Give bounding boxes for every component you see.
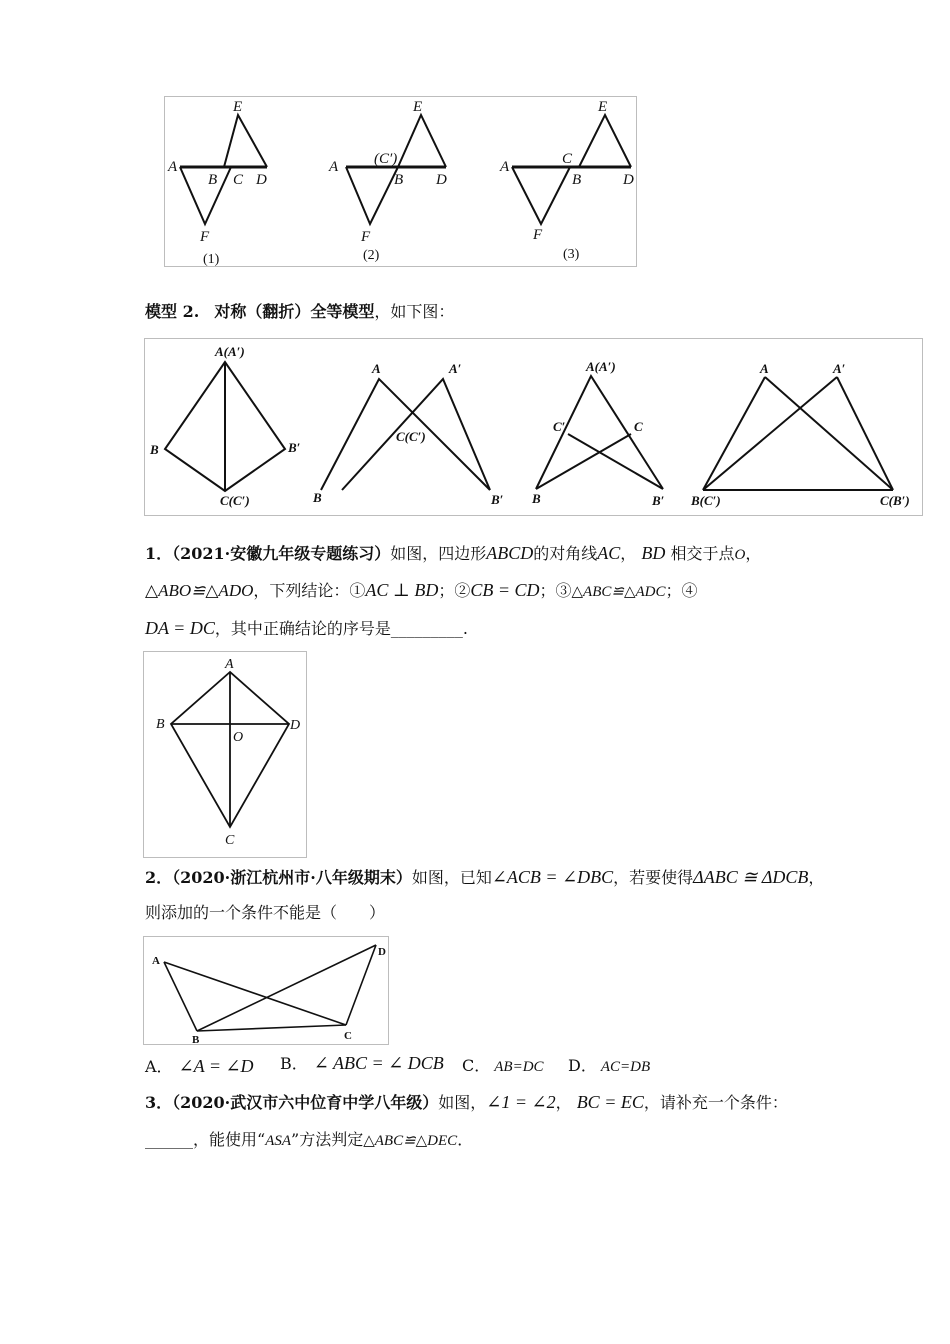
option-label: C．	[462, 1056, 491, 1075]
label-c-c-prime: C(C′)	[396, 429, 426, 444]
label-a: A	[329, 159, 339, 175]
q2-option-a[interactable]	[145, 1054, 254, 1079]
label-e: E	[598, 99, 608, 115]
q1-conclusion-2: CB = CD	[470, 580, 540, 600]
q1-line-1	[145, 541, 761, 567]
label-b: B	[313, 490, 322, 505]
label-f: F	[533, 227, 543, 243]
q1-text: ；③	[539, 581, 572, 600]
q2-number: 2．	[145, 868, 173, 887]
label-d: D	[623, 172, 634, 188]
label-c: C	[562, 151, 573, 167]
q1-text: ，	[620, 544, 637, 563]
label-c: C	[225, 833, 235, 848]
label-c: C	[634, 419, 643, 434]
q1-math-o: O	[734, 547, 746, 563]
option-text: ∠ ABC = ∠ DCB	[313, 1053, 444, 1073]
label-e: E	[233, 99, 243, 115]
q1-text: ，下列结论：①	[253, 581, 366, 600]
label-a-prime: A′	[833, 361, 846, 376]
q1-number: 1．	[145, 544, 173, 563]
q2-option-b[interactable]	[280, 1051, 444, 1076]
q1-conclusion-4: DA = DC	[145, 618, 215, 638]
label-b-prime: B′	[288, 440, 301, 455]
label-c-c-prime: C(C′)	[220, 493, 250, 508]
q3-goal: △ABC≌△DEC	[363, 1133, 458, 1149]
label-a: A	[372, 361, 381, 376]
label-c: C	[233, 172, 244, 188]
q3-text: 如图，	[438, 1093, 487, 1112]
q1-text: 的对角线	[533, 544, 598, 563]
q2-text: ，	[808, 868, 825, 887]
label-a: A	[168, 159, 178, 175]
label-b: B	[192, 1034, 200, 1044]
q3-condition-2: BC = EC	[576, 1092, 644, 1112]
q2-figure	[143, 936, 389, 1045]
q1-text: ；④	[665, 581, 698, 600]
q2-condition: ∠ACB = ∠DBC	[491, 867, 614, 887]
label-d: D	[436, 172, 447, 188]
translation-model-figure	[164, 96, 637, 267]
q1-math-abcd: ABCD	[486, 543, 534, 563]
label-d: D	[378, 946, 386, 958]
label-a: A	[152, 955, 160, 967]
label-a-prime: A′	[449, 361, 462, 376]
q1-text: 如图，四边形	[390, 544, 487, 563]
label-c-b-prime: C(B′)	[880, 493, 910, 508]
caption-2: (2)	[363, 248, 380, 263]
option-label: A．	[145, 1057, 173, 1076]
label-e: E	[413, 99, 423, 115]
label-b: B	[208, 172, 218, 188]
q2-line-1	[145, 865, 824, 890]
label-b: B	[156, 717, 165, 732]
label-b: B	[572, 172, 582, 188]
symmetry-model-figure	[144, 338, 923, 516]
label-b: B	[532, 491, 541, 506]
q1-answer-blank[interactable]: _________	[390, 619, 463, 638]
label-b: B	[394, 172, 404, 188]
model2-heading	[145, 300, 454, 324]
label-d: D	[290, 718, 301, 733]
label-b: B	[150, 442, 159, 457]
q1-line-2	[145, 578, 698, 604]
model2-title: 模型 2.	[145, 302, 200, 321]
label-c: C	[344, 1030, 352, 1042]
q3-source: （2020·武汉市六中位育中学八年级）	[172, 1093, 439, 1112]
label-b-c-prime: B(C′)	[691, 493, 721, 508]
q1-condition: △ABO≌△ADO	[145, 581, 254, 600]
label-o: O	[233, 730, 244, 745]
q2-source: （2020·浙江杭州市·八年级期末）	[172, 868, 412, 887]
caption-1: (1)	[203, 252, 220, 266]
label-a: A	[500, 159, 510, 175]
option-text: ∠A = ∠D	[178, 1056, 254, 1076]
q1-text: ，其中正确结论的序号是	[214, 619, 391, 638]
q3-asa: ASA	[265, 1133, 292, 1149]
label-a: A	[225, 657, 234, 672]
label-b-prime: B′	[652, 493, 665, 508]
q1-math-bd: BD	[641, 543, 666, 563]
q3-condition-1: ∠1 = ∠2	[486, 1092, 556, 1112]
q3-text: ．	[457, 1130, 474, 1149]
q3-text: ，请补充一个条件：	[643, 1093, 788, 1112]
q1-conclusion-3: △ABC≌△ADC	[571, 584, 666, 600]
q2-text: ，若要使得	[613, 868, 694, 887]
label-c-prime: C′	[553, 419, 566, 434]
q1-line-3	[145, 616, 468, 641]
q3-answer-blank[interactable]: ______	[145, 1130, 193, 1149]
option-label: D．	[568, 1056, 597, 1075]
q3-text: ”方法判定	[291, 1130, 364, 1149]
q1-conclusion-1: AC ⊥ BD	[365, 580, 439, 600]
model2-name: 对称（翻折）全等模型	[214, 302, 375, 321]
label-b-prime: B′	[491, 492, 504, 507]
q1-math-ac: AC	[597, 543, 621, 563]
q1-source: （2021·安徽九年级专题练习）	[172, 544, 391, 563]
label-c-prime: (C′)	[374, 151, 398, 167]
q3-number: 3．	[145, 1093, 173, 1112]
option-text: AC=DB	[600, 1059, 651, 1075]
q1-text: .	[462, 619, 468, 638]
label-a-a-prime: A(A′)	[215, 344, 245, 359]
q1-text: ；②	[438, 581, 471, 600]
q3-text: ，能使用“	[193, 1130, 266, 1149]
q2-text: 则添加的一个条件不能是（ ）	[145, 903, 386, 922]
label-f: F	[200, 229, 210, 245]
q3-text: ，	[555, 1093, 572, 1112]
q2-text: 如图，已知	[411, 868, 492, 887]
option-label: B．	[280, 1054, 308, 1073]
option-text: AB=DC	[494, 1059, 544, 1075]
label-a: A	[760, 361, 769, 376]
q2-option-c[interactable]	[462, 1054, 544, 1079]
q3-line-2	[145, 1128, 473, 1153]
q1-text: 相交于点	[670, 544, 735, 563]
q3-line-1	[145, 1090, 788, 1115]
q2-option-d[interactable]	[568, 1054, 650, 1079]
q1-kite-figure	[143, 651, 307, 858]
q1-text: ，	[745, 544, 762, 563]
label-f: F	[361, 229, 371, 245]
q2-goal: ΔABC ≅ ΔDCB	[693, 867, 809, 887]
q2-line-2	[145, 901, 385, 925]
label-a-a-prime: A(A′)	[586, 359, 616, 374]
label-d: D	[256, 172, 267, 188]
caption-3: (3)	[563, 247, 580, 262]
model2-suffix: ，如下图：	[374, 302, 455, 321]
